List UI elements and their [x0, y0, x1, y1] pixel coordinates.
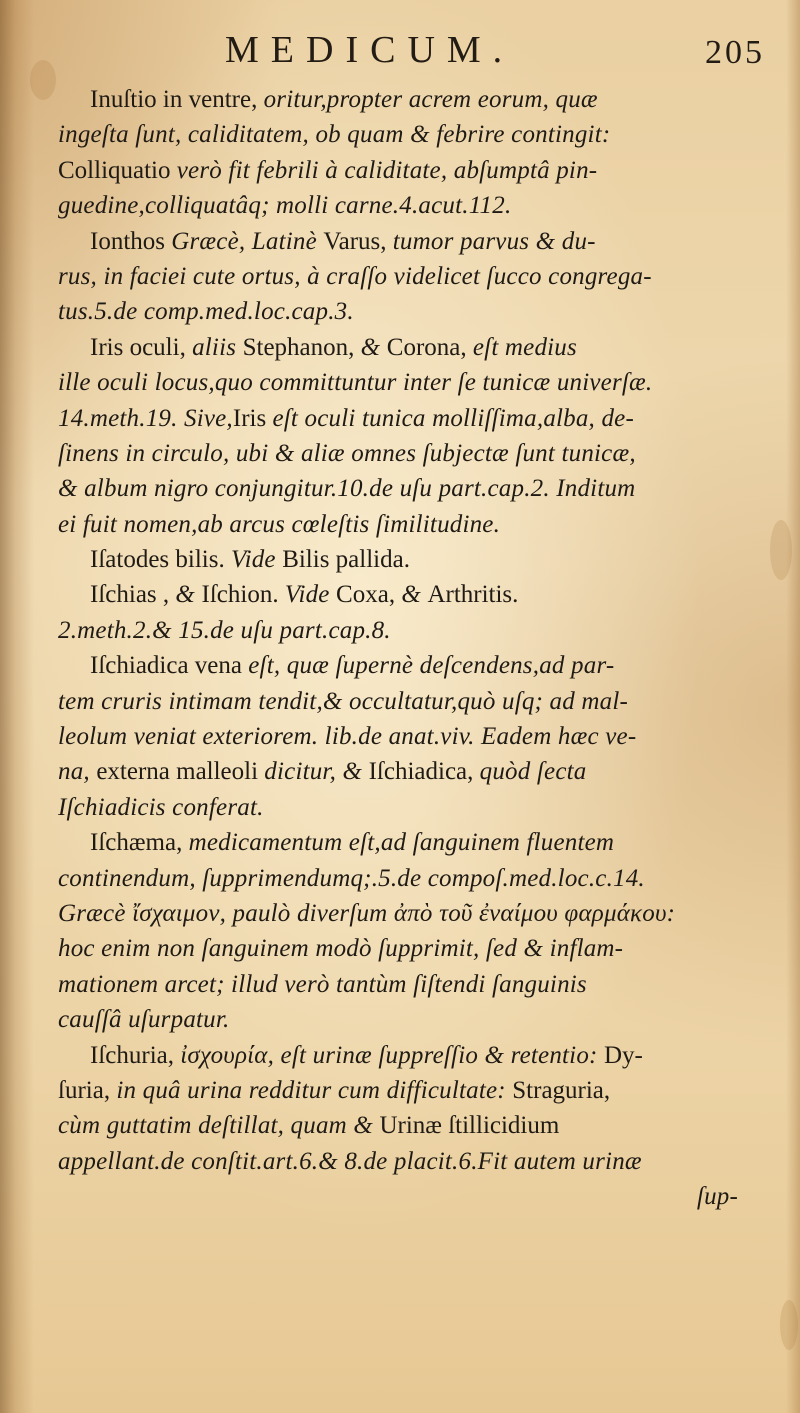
- text-line: [58, 967, 778, 1002]
- text-line: [58, 507, 778, 542]
- foxing-spot: [30, 60, 56, 100]
- roman-text: Stephanon,: [242, 333, 361, 361]
- italic-text: in quâ urina redditur cum difficultate:: [116, 1076, 513, 1104]
- italic-text: ἰσχουρία, eſt urinæ ſuppreſſio & retentio:: [180, 1041, 604, 1069]
- text-line: [58, 684, 778, 719]
- italic-text: 2.meth.2.& 15.de uſu part.cap.8.: [58, 616, 391, 644]
- entry-first-line: [58, 224, 778, 259]
- entry-first-line: [58, 330, 778, 365]
- page-header: [225, 28, 765, 78]
- text-line: [58, 471, 778, 506]
- roman-text: Iris oculi,: [90, 333, 193, 361]
- italic-text: aliis: [192, 333, 243, 361]
- catchword-text: ſup-: [696, 1183, 738, 1211]
- catchword: [58, 1179, 778, 1214]
- entry-first-line: [58, 542, 778, 577]
- text-line: [58, 153, 778, 188]
- text-line: [58, 188, 778, 223]
- italic-text: Vide: [230, 546, 283, 574]
- italic-text: na,: [58, 758, 97, 786]
- text-line: [58, 754, 778, 789]
- italic-text: ingeſta ſunt, caliditatem, ob quam & febrire contingit:: [58, 121, 611, 149]
- roman-text: Iſchuria,: [90, 1041, 181, 1069]
- italic-text: rus, in faciei cute ortus, à craſſo videlicet ſucco congrega-: [58, 262, 652, 290]
- page-edge-shadow: [786, 0, 800, 1413]
- italic-text: verò fit febrili à caliditate, abſumptâ pin-: [176, 156, 598, 184]
- roman-text: Colliquatio: [58, 156, 177, 184]
- italic-text: &: [360, 333, 387, 361]
- italic-text: medicamentum eſt,ad ſanguinem fluentem: [188, 829, 615, 857]
- italic-text: appellant.de conſtit.art.6.& 8.de placit.6.Fit autem urinæ: [58, 1147, 642, 1175]
- italic-text: eſt medius: [472, 333, 577, 361]
- italic-text: eſt, quæ ſupernè deſcendens,ad par-: [248, 652, 615, 680]
- text-line: [58, 117, 778, 152]
- roman-text: Dy-: [604, 1041, 643, 1069]
- entry-first-line: [58, 82, 778, 117]
- text-line: [58, 896, 778, 931]
- text-line: [58, 1108, 778, 1143]
- italic-text: guedine,colliquatâq; molli carne.4.acut.112.: [58, 192, 512, 220]
- roman-text: Iris: [232, 404, 273, 432]
- italic-text: Vide: [284, 581, 337, 609]
- roman-text: Iſchiadica vena: [90, 652, 249, 680]
- italic-text: cauſſâ uſurpatur.: [58, 1006, 230, 1034]
- foxing-spot: [780, 1300, 798, 1350]
- roman-text: Iſchion.: [201, 581, 285, 609]
- roman-text: Iſchias ,: [90, 581, 176, 609]
- text-line: [58, 401, 778, 436]
- text-line: [58, 931, 778, 966]
- italic-text: &: [401, 581, 428, 609]
- italic-text: Græcè ἴσχαιμον, paulò diverſum ἀπὸ τοῦ ἐναίμου φαρμάκου:: [58, 899, 676, 927]
- page-number: 205: [705, 34, 765, 71]
- roman-text: Inuſtio in ventre,: [90, 86, 264, 113]
- text-line: [58, 861, 778, 896]
- italic-text: quòd ſecta: [479, 758, 587, 786]
- text-line: [58, 436, 778, 471]
- text-line: [58, 719, 778, 754]
- italic-text: eſt oculi tunica molliſſima,alba, de-: [272, 404, 634, 432]
- entry-first-line: [58, 648, 778, 683]
- roman-text: Iſatodes bilis.: [90, 546, 231, 574]
- entry-first-line: [58, 1038, 778, 1073]
- italic-text: dicitur, &: [264, 758, 369, 786]
- roman-text: Arthritis.: [427, 581, 519, 609]
- italic-text: hoc enim non ſanguinem modò ſupprimit, ſed & inflam-: [58, 935, 624, 963]
- italic-text: & album nigro conjungitur.10.de uſu part.cap.2. Inditum: [58, 475, 636, 503]
- text-line: [58, 1073, 778, 1108]
- roman-text: Coxa,: [336, 581, 402, 609]
- text-line: [58, 790, 778, 825]
- text-line: [58, 613, 778, 648]
- roman-text: Varus,: [323, 227, 393, 255]
- italic-text: oritur,propter acrem eorum, quæ: [263, 86, 598, 113]
- text-line: [58, 365, 778, 400]
- roman-text: ſuria,: [58, 1076, 117, 1104]
- italic-text: tus.5.de comp.med.loc.cap.3.: [58, 298, 354, 326]
- entry-first-line: [58, 577, 778, 612]
- italic-text: 14.meth.19. Sive,: [58, 404, 233, 432]
- roman-text: Iſchæma,: [90, 829, 189, 857]
- text-line: [58, 294, 778, 329]
- text-line: [58, 259, 778, 294]
- roman-text: Corona,: [386, 333, 473, 361]
- roman-text: externa malleoli: [96, 758, 265, 786]
- italic-text: tumor parvus & du-: [392, 227, 596, 255]
- italic-text: tem cruris intimam tendit,& occultatur,quò uſq; ad mal-: [58, 687, 628, 715]
- entry-first-line: [58, 825, 778, 860]
- italic-text: ſinens in circulo, ubi & aliæ omnes ſubjectæ ſunt tunicæ,: [58, 439, 636, 467]
- running-head: MEDICUM.: [225, 29, 515, 71]
- italic-text: Græcè, Latinè: [171, 227, 324, 255]
- italic-text: cùm guttatim deſtillat, quam &: [58, 1112, 380, 1140]
- text-line: [58, 1002, 778, 1037]
- roman-text: Iſchiadica,: [368, 758, 480, 786]
- italic-text: &: [175, 581, 202, 609]
- italic-text: ei fuit nomen,ab arcus cœleſtis ſimilitudine.: [58, 510, 501, 538]
- roman-text: Urinæ ſtillicidium: [379, 1112, 560, 1140]
- italic-text: leolum veniat exteriorem. lib.de anat.viv. Eadem hæc ve-: [58, 723, 637, 751]
- roman-text: Ionthos: [90, 227, 172, 255]
- binding-gutter-shadow: [0, 0, 34, 1413]
- italic-text: ille oculi locus,quo committuntur inter ſe tunicæ univerſæ.: [58, 369, 653, 397]
- roman-text: Straguria,: [512, 1076, 611, 1104]
- dictionary-text: [58, 82, 778, 1215]
- italic-text: Iſchiadicis conferat.: [58, 793, 264, 821]
- italic-text: mationem arcet; illud verò tantùm ſiſtendi ſanguinis: [58, 970, 587, 998]
- roman-text: Bilis pallida.: [282, 546, 410, 574]
- text-line: [58, 1144, 778, 1179]
- italic-text: continendum, ſupprimendumq;.5.de compoſ.med.loc.c.14.: [58, 864, 645, 892]
